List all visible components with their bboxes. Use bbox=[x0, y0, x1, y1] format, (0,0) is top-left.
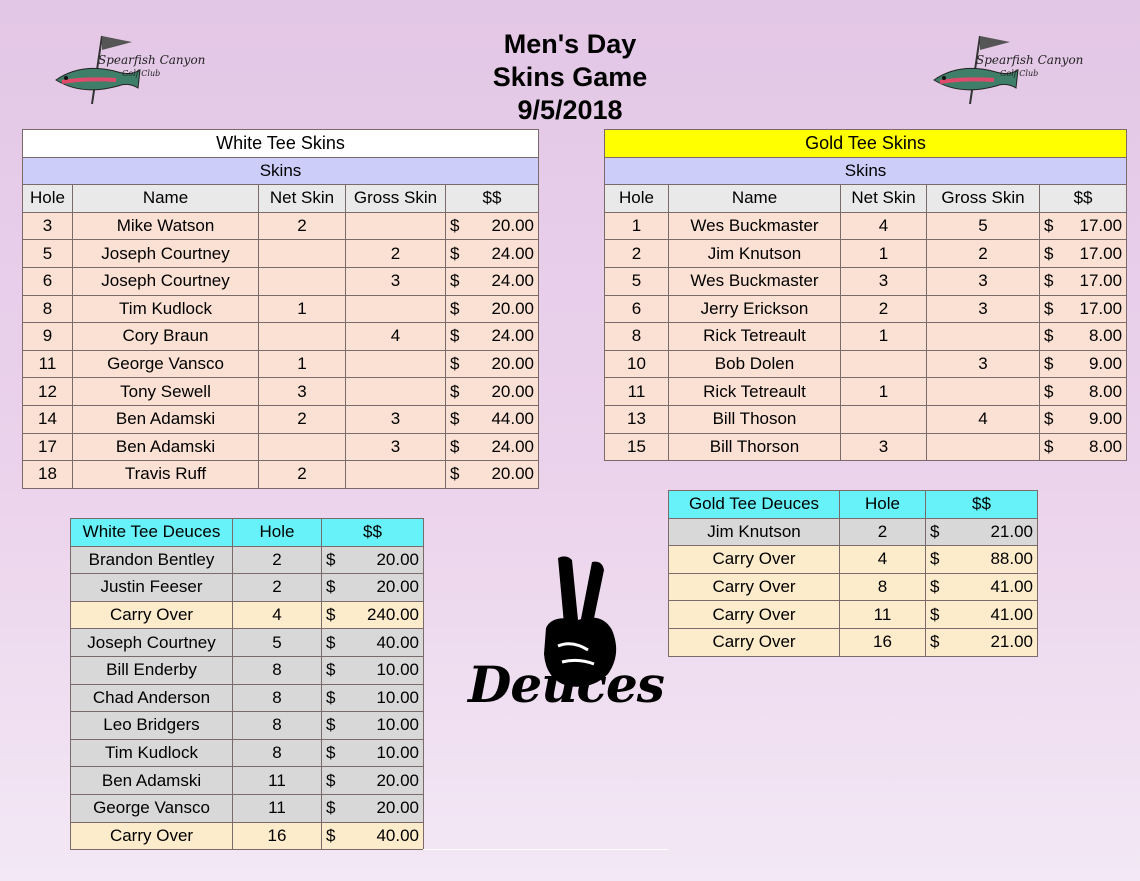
gross-skin-cell: 3 bbox=[927, 350, 1040, 378]
name-cell: Joseph Courtney bbox=[73, 267, 259, 295]
name-cell: Travis Ruff bbox=[73, 461, 259, 489]
table-row bbox=[605, 433, 1127, 461]
table-row bbox=[23, 433, 539, 461]
amount-cell bbox=[1040, 295, 1127, 323]
amount-cell bbox=[926, 628, 1038, 656]
name-cell: Ben Adamski bbox=[73, 433, 259, 461]
amount-value: 41.00 bbox=[990, 604, 1033, 624]
name-cell: Brandon Bentley bbox=[71, 546, 233, 574]
amount-value: 40.00 bbox=[376, 825, 419, 845]
gross-skin-cell bbox=[346, 350, 446, 378]
hole-cell: 8 bbox=[840, 573, 926, 601]
title-line-1: Men's Day bbox=[503, 29, 637, 59]
gross-skin-cell bbox=[927, 433, 1040, 461]
amount-value: 20.00 bbox=[491, 216, 534, 236]
hole-cell: 9 bbox=[23, 323, 73, 351]
col-amount: $$ bbox=[926, 491, 1038, 519]
net-skin-cell: 2 bbox=[259, 405, 346, 433]
table-row bbox=[23, 405, 539, 433]
svg-text:Golf Club: Golf Club bbox=[1000, 69, 1039, 78]
amount-value: 20.00 bbox=[491, 464, 534, 484]
amount-cell bbox=[446, 378, 539, 406]
svg-text:Spearfish Canyon: Spearfish Canyon bbox=[976, 53, 1084, 67]
gross-skin-cell: 4 bbox=[927, 405, 1040, 433]
name-cell: Jim Knutson bbox=[669, 240, 841, 268]
amount-value: 240.00 bbox=[367, 605, 419, 625]
amount-cell bbox=[322, 794, 424, 822]
amount-value: 8.00 bbox=[1088, 436, 1123, 456]
hole-cell: 8 bbox=[233, 656, 322, 684]
hole-cell: 15 bbox=[605, 433, 669, 461]
table-row bbox=[605, 323, 1127, 351]
name-cell: George Vansco bbox=[71, 794, 233, 822]
amount-value: 20.00 bbox=[376, 770, 419, 790]
col-hole: Hole bbox=[605, 185, 669, 213]
currency-symbol: $ bbox=[326, 770, 336, 790]
amount-value: 8.00 bbox=[1088, 381, 1123, 401]
name-cell: Leo Bridgers bbox=[71, 712, 233, 740]
table-row bbox=[605, 267, 1127, 295]
col-gross-skin: Gross Skin bbox=[346, 185, 446, 213]
currency-symbol: $ bbox=[1044, 298, 1054, 318]
currency-symbol: $ bbox=[326, 549, 336, 569]
name-cell: Wes Buckmaster bbox=[669, 212, 841, 240]
table-row bbox=[669, 573, 1038, 601]
gross-skin-cell: 5 bbox=[927, 212, 1040, 240]
svg-text:Golf Club: Golf Club bbox=[122, 69, 161, 78]
amount-value: 8.00 bbox=[1088, 326, 1123, 346]
gross-skin-cell bbox=[346, 295, 446, 323]
amount-value: 21.00 bbox=[990, 521, 1033, 541]
currency-symbol: $ bbox=[326, 605, 336, 625]
page-title bbox=[420, 28, 720, 127]
currency-symbol: $ bbox=[1044, 271, 1054, 291]
name-cell: Joseph Courtney bbox=[73, 240, 259, 268]
hole-cell: 6 bbox=[605, 295, 669, 323]
gross-skin-cell bbox=[927, 323, 1040, 351]
net-skin-cell: 4 bbox=[841, 212, 927, 240]
gross-skin-cell bbox=[927, 378, 1040, 406]
name-cell: Wes Buckmaster bbox=[669, 267, 841, 295]
currency-symbol: $ bbox=[930, 632, 940, 652]
amount-cell bbox=[322, 574, 424, 602]
net-skin-cell: 3 bbox=[841, 433, 927, 461]
currency-symbol: $ bbox=[1044, 354, 1054, 374]
gross-skin-cell: 4 bbox=[346, 323, 446, 351]
amount-cell bbox=[322, 712, 424, 740]
table-row bbox=[669, 601, 1038, 629]
title-line-3: 9/5/2018 bbox=[517, 95, 623, 125]
hole-cell: 8 bbox=[605, 323, 669, 351]
net-skin-cell: 3 bbox=[841, 267, 927, 295]
club-logo-right bbox=[930, 32, 1084, 110]
table-row bbox=[71, 546, 424, 574]
hole-cell: 17 bbox=[23, 433, 73, 461]
amount-cell bbox=[322, 684, 424, 712]
net-skin-cell bbox=[841, 350, 927, 378]
hole-cell: 6 bbox=[23, 267, 73, 295]
amount-value: 88.00 bbox=[990, 549, 1033, 569]
net-skin-cell: 1 bbox=[259, 350, 346, 378]
hole-cell: 16 bbox=[840, 628, 926, 656]
amount-cell bbox=[926, 573, 1038, 601]
table-row bbox=[605, 350, 1127, 378]
currency-symbol: $ bbox=[326, 577, 336, 597]
net-skin-cell: 1 bbox=[841, 240, 927, 268]
table-row bbox=[23, 295, 539, 323]
hole-cell: 5 bbox=[605, 267, 669, 295]
table-row bbox=[23, 378, 539, 406]
net-skin-cell: 3 bbox=[259, 378, 346, 406]
net-skin-cell: 2 bbox=[259, 461, 346, 489]
hole-cell: 11 bbox=[233, 767, 322, 795]
name-cell: George Vansco bbox=[73, 350, 259, 378]
name-cell: Chad Anderson bbox=[71, 684, 233, 712]
club-logo-left bbox=[52, 32, 206, 110]
gold-tee-skins-table bbox=[604, 129, 1127, 461]
currency-symbol: $ bbox=[450, 271, 460, 291]
table-row bbox=[669, 546, 1038, 574]
amount-value: 17.00 bbox=[1079, 298, 1123, 318]
hole-cell: 2 bbox=[840, 518, 926, 546]
table-row bbox=[605, 212, 1127, 240]
name-cell: Carry Over bbox=[669, 573, 840, 601]
currency-symbol: $ bbox=[450, 243, 460, 263]
amount-cell bbox=[926, 518, 1038, 546]
amount-cell bbox=[1040, 433, 1127, 461]
currency-symbol: $ bbox=[326, 660, 336, 680]
hole-cell: 12 bbox=[23, 378, 73, 406]
table-row bbox=[605, 378, 1127, 406]
hole-cell: 2 bbox=[233, 546, 322, 574]
amount-value: 20.00 bbox=[376, 798, 419, 818]
name-cell: Bob Dolen bbox=[669, 350, 841, 378]
deuces-wordmark: Deuces bbox=[468, 655, 664, 714]
name-cell: Joseph Courtney bbox=[71, 629, 233, 657]
amount-cell bbox=[446, 461, 539, 489]
hole-cell: 13 bbox=[605, 405, 669, 433]
col-hole: Hole bbox=[233, 519, 322, 547]
currency-symbol: $ bbox=[326, 715, 336, 735]
net-skin-cell bbox=[259, 433, 346, 461]
amount-value: 20.00 bbox=[491, 381, 534, 401]
col-gross-skin: Gross Skin bbox=[927, 185, 1040, 213]
amount-cell bbox=[322, 601, 424, 629]
table-row bbox=[71, 822, 424, 850]
amount-value: 24.00 bbox=[491, 326, 534, 346]
name-cell: Ben Adamski bbox=[71, 767, 233, 795]
currency-symbol: $ bbox=[1044, 216, 1054, 236]
white-tee-deuces-table bbox=[70, 518, 424, 850]
amount-cell bbox=[1040, 212, 1127, 240]
hole-cell: 4 bbox=[840, 546, 926, 574]
currency-symbol: $ bbox=[1044, 243, 1054, 263]
amount-cell bbox=[926, 601, 1038, 629]
gross-skin-cell: 2 bbox=[346, 240, 446, 268]
name-cell: Mike Watson bbox=[73, 212, 259, 240]
name-cell: Jim Knutson bbox=[669, 518, 840, 546]
name-cell: Carry Over bbox=[669, 601, 840, 629]
hole-cell: 11 bbox=[23, 350, 73, 378]
hole-cell: 8 bbox=[233, 712, 322, 740]
currency-symbol: $ bbox=[930, 521, 940, 541]
currency-symbol: $ bbox=[1044, 326, 1054, 346]
amount-cell bbox=[322, 629, 424, 657]
table-row bbox=[71, 684, 424, 712]
currency-symbol: $ bbox=[326, 743, 336, 763]
gross-skin-cell: 3 bbox=[346, 267, 446, 295]
name-cell: Tim Kudlock bbox=[71, 739, 233, 767]
net-skin-cell bbox=[841, 405, 927, 433]
amount-value: 24.00 bbox=[491, 436, 534, 456]
amount-cell bbox=[1040, 267, 1127, 295]
currency-symbol: $ bbox=[450, 464, 460, 484]
amount-cell bbox=[446, 350, 539, 378]
net-skin-cell bbox=[259, 323, 346, 351]
table-row bbox=[71, 739, 424, 767]
table-row bbox=[605, 405, 1127, 433]
table-row bbox=[669, 628, 1038, 656]
currency-symbol: $ bbox=[326, 825, 336, 845]
net-skin-cell bbox=[259, 240, 346, 268]
amount-value: 17.00 bbox=[1079, 271, 1123, 291]
amount-cell bbox=[446, 267, 539, 295]
amount-cell bbox=[446, 212, 539, 240]
currency-symbol: $ bbox=[326, 632, 336, 652]
amount-cell bbox=[1040, 405, 1127, 433]
gold-tee-deuces-table bbox=[668, 490, 1038, 657]
currency-symbol: $ bbox=[930, 549, 940, 569]
name-cell: Jerry Erickson bbox=[669, 295, 841, 323]
amount-cell bbox=[1040, 323, 1127, 351]
amount-value: 21.00 bbox=[990, 632, 1033, 652]
amount-cell bbox=[926, 546, 1038, 574]
hole-cell: 5 bbox=[233, 629, 322, 657]
net-skin-cell: 1 bbox=[841, 378, 927, 406]
title-line-2: Skins Game bbox=[492, 62, 648, 92]
name-cell: Cory Braun bbox=[73, 323, 259, 351]
gross-skin-cell: 3 bbox=[927, 267, 1040, 295]
gross-skin-cell bbox=[346, 378, 446, 406]
name-cell: Rick Tetreault bbox=[669, 378, 841, 406]
gross-skin-cell bbox=[346, 461, 446, 489]
table-row bbox=[71, 767, 424, 795]
hole-cell: 8 bbox=[23, 295, 73, 323]
currency-symbol: $ bbox=[930, 604, 940, 624]
amount-value: 10.00 bbox=[376, 687, 419, 707]
name-cell: Tim Kudlock bbox=[73, 295, 259, 323]
amount-cell bbox=[322, 546, 424, 574]
col-deuces-name: Gold Tee Deuces bbox=[669, 491, 840, 519]
amount-cell bbox=[446, 323, 539, 351]
amount-value: 44.00 bbox=[491, 409, 534, 429]
currency-symbol: $ bbox=[930, 577, 940, 597]
table-row bbox=[71, 712, 424, 740]
currency-symbol: $ bbox=[450, 409, 460, 429]
table-row bbox=[71, 629, 424, 657]
table-row bbox=[23, 461, 539, 489]
name-cell: Bill Thorson bbox=[669, 433, 841, 461]
currency-symbol: $ bbox=[326, 687, 336, 707]
name-cell: Rick Tetreault bbox=[669, 323, 841, 351]
net-skin-cell: 2 bbox=[259, 212, 346, 240]
amount-cell bbox=[446, 405, 539, 433]
net-skin-cell bbox=[259, 267, 346, 295]
amount-cell bbox=[322, 656, 424, 684]
col-net-skin: Net Skin bbox=[841, 185, 927, 213]
currency-symbol: $ bbox=[450, 298, 460, 318]
amount-cell bbox=[1040, 378, 1127, 406]
table-row bbox=[605, 240, 1127, 268]
amount-value: 10.00 bbox=[376, 715, 419, 735]
amount-cell bbox=[322, 822, 424, 850]
table-row bbox=[23, 323, 539, 351]
gross-skin-cell: 2 bbox=[927, 240, 1040, 268]
currency-symbol: $ bbox=[1044, 409, 1054, 429]
amount-cell bbox=[322, 739, 424, 767]
hole-cell: 4 bbox=[233, 601, 322, 629]
table-row bbox=[71, 656, 424, 684]
gross-skin-cell: 3 bbox=[346, 405, 446, 433]
amount-value: 24.00 bbox=[491, 271, 534, 291]
currency-symbol: $ bbox=[450, 354, 460, 374]
currency-symbol: $ bbox=[450, 326, 460, 346]
amount-value: 20.00 bbox=[376, 577, 419, 597]
table-row bbox=[71, 574, 424, 602]
amount-cell bbox=[446, 433, 539, 461]
hole-cell: 11 bbox=[605, 378, 669, 406]
name-cell: Ben Adamski bbox=[73, 405, 259, 433]
hole-cell: 18 bbox=[23, 461, 73, 489]
table-row bbox=[71, 794, 424, 822]
table-row bbox=[71, 601, 424, 629]
white-skins-title: White Tee Skins bbox=[23, 130, 539, 158]
gross-skin-cell: 3 bbox=[346, 433, 446, 461]
hole-cell: 14 bbox=[23, 405, 73, 433]
table-row bbox=[23, 350, 539, 378]
col-deuces-name: White Tee Deuces bbox=[71, 519, 233, 547]
amount-value: 9.00 bbox=[1088, 354, 1123, 374]
hole-cell: 1 bbox=[605, 212, 669, 240]
col-hole: Hole bbox=[840, 491, 926, 519]
svg-text:Spearfish Canyon: Spearfish Canyon bbox=[98, 53, 206, 67]
net-skin-cell: 2 bbox=[841, 295, 927, 323]
amount-cell bbox=[446, 240, 539, 268]
table-row bbox=[23, 267, 539, 295]
hole-cell: 11 bbox=[840, 601, 926, 629]
col-hole: Hole bbox=[23, 185, 73, 213]
hole-cell: 10 bbox=[605, 350, 669, 378]
table-row bbox=[605, 295, 1127, 323]
fish-flag-icon bbox=[930, 32, 1084, 110]
hole-cell: 11 bbox=[233, 794, 322, 822]
name-cell: Justin Feeser bbox=[71, 574, 233, 602]
currency-symbol: $ bbox=[1044, 436, 1054, 456]
table-row bbox=[23, 240, 539, 268]
amount-value: 41.00 bbox=[990, 577, 1033, 597]
hole-cell: 8 bbox=[233, 739, 322, 767]
amount-value: 20.00 bbox=[491, 354, 534, 374]
name-cell: Carry Over bbox=[669, 628, 840, 656]
amount-value: 17.00 bbox=[1079, 216, 1123, 236]
fish-flag-icon bbox=[52, 32, 206, 110]
amount-cell bbox=[446, 295, 539, 323]
col-net-skin: Net Skin bbox=[259, 185, 346, 213]
table-row bbox=[23, 212, 539, 240]
amount-value: 10.00 bbox=[376, 743, 419, 763]
name-cell: Carry Over bbox=[669, 546, 840, 574]
amount-cell bbox=[1040, 240, 1127, 268]
col-amount: $$ bbox=[1040, 185, 1127, 213]
currency-symbol: $ bbox=[450, 381, 460, 401]
amount-cell bbox=[1040, 350, 1127, 378]
amount-value: 24.00 bbox=[491, 243, 534, 263]
amount-cell bbox=[322, 767, 424, 795]
amount-value: 40.00 bbox=[376, 632, 419, 652]
amount-value: 20.00 bbox=[376, 549, 419, 569]
hole-cell: 8 bbox=[233, 684, 322, 712]
net-skin-cell: 1 bbox=[259, 295, 346, 323]
divider-line bbox=[423, 849, 668, 850]
hole-cell: 2 bbox=[605, 240, 669, 268]
hole-cell: 3 bbox=[23, 212, 73, 240]
table-row bbox=[669, 518, 1038, 546]
gold-skins-title: Gold Tee Skins bbox=[605, 130, 1127, 158]
hole-cell: 16 bbox=[233, 822, 322, 850]
white-tee-skins-table bbox=[22, 129, 539, 489]
name-cell: Carry Over bbox=[71, 822, 233, 850]
white-skins-subtitle: Skins bbox=[23, 157, 539, 185]
name-cell: Tony Sewell bbox=[73, 378, 259, 406]
hole-cell: 2 bbox=[233, 574, 322, 602]
name-cell: Bill Enderby bbox=[71, 656, 233, 684]
gross-skin-cell: 3 bbox=[927, 295, 1040, 323]
net-skin-cell: 1 bbox=[841, 323, 927, 351]
amount-value: 10.00 bbox=[376, 660, 419, 680]
col-amount: $$ bbox=[446, 185, 539, 213]
amount-value: 9.00 bbox=[1088, 409, 1123, 429]
name-cell: Bill Thoson bbox=[669, 405, 841, 433]
col-amount: $$ bbox=[322, 519, 424, 547]
amount-value: 17.00 bbox=[1079, 243, 1123, 263]
currency-symbol: $ bbox=[326, 798, 336, 818]
currency-symbol: $ bbox=[1044, 381, 1054, 401]
col-name: Name bbox=[73, 185, 259, 213]
name-cell: Carry Over bbox=[71, 601, 233, 629]
gross-skin-cell bbox=[346, 212, 446, 240]
gold-skins-subtitle: Skins bbox=[605, 157, 1127, 185]
currency-symbol: $ bbox=[450, 436, 460, 456]
amount-value: 20.00 bbox=[491, 298, 534, 318]
currency-symbol: $ bbox=[450, 216, 460, 236]
hole-cell: 5 bbox=[23, 240, 73, 268]
col-name: Name bbox=[669, 185, 841, 213]
